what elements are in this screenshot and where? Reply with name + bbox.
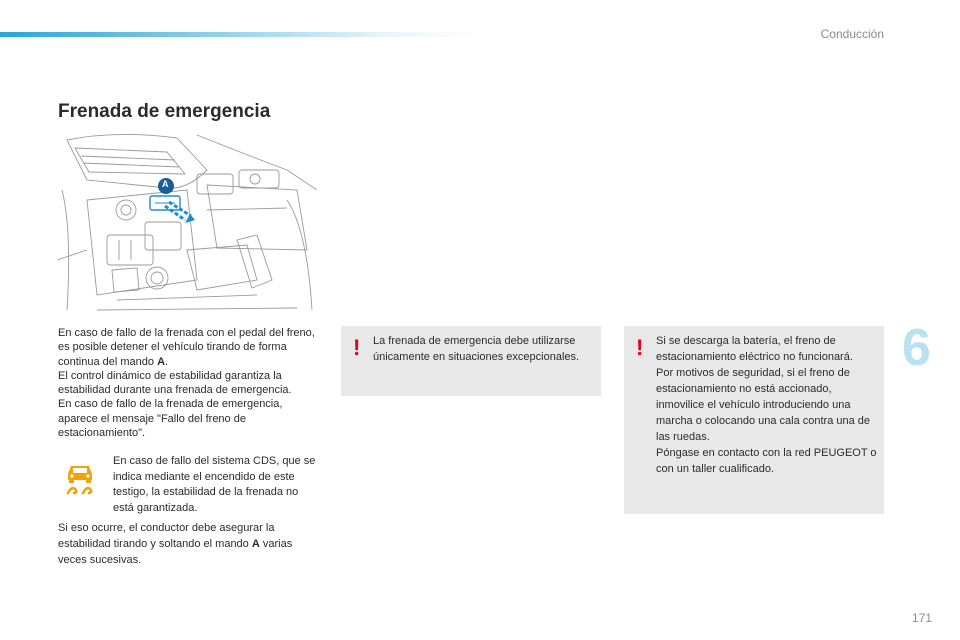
section-name: Conducción: [820, 27, 884, 41]
console-illustration: [57, 130, 319, 316]
follow-text-end: varias veces sucesivas.: [58, 538, 293, 566]
note-battery-p2: Por motivos de seguridad, si el freno de estacionamiento no está accionado, inmovilice el vehículo introduciendo una marcha o colocando una cala contra una de las ruedas.: [656, 367, 871, 443]
note-text-emergency: La frenada de emergencia debe utilizarse únicamente en situaciones excepcionales.: [373, 335, 580, 363]
cds-text: En caso de fallo del sistema CDS, que se indica mediante el encendido de este testigo, la estabilidad de la frenada no está garantizada.: [113, 455, 316, 514]
note-battery-p3: Póngase en contacto con la red PEUGEOT o con un taller cualificado.: [656, 447, 877, 475]
note-box-emergency: [341, 326, 601, 396]
note-box-battery: [624, 326, 884, 514]
illustration-callout-a: A: [162, 179, 169, 189]
stability-warning-graphic: [62, 460, 98, 496]
chapter-number: 6: [902, 319, 931, 377]
page-number: 171: [912, 611, 933, 625]
follow-text: [58, 520, 318, 568]
main-text-p1-bold: A: [157, 355, 166, 368]
exclamation-icon: !: [636, 335, 644, 360]
note-text-battery: [656, 333, 881, 477]
main-text: [58, 326, 323, 440]
note-battery-p1: Si se descarga la batería, el freno de estacionamiento eléctrico no funcionará.: [656, 335, 853, 363]
main-text-p3: En caso de fallo de la frenada de emergencia, aparece el mensaje "Fallo del freno de estacionamiento".: [58, 398, 283, 440]
follow-text-main: Si eso ocurre, el conductor debe asegurar la estabilidad tirando y soltando el mando: [58, 522, 275, 550]
main-text-p1-end: .: [165, 355, 169, 368]
console-drawing: [57, 130, 319, 316]
main-text-p1: En caso de fallo de la frenada con el pedal del freno, es posible detener el vehículo tirando de forma continua del mando: [58, 327, 315, 368]
exclamation-icon: !: [353, 335, 361, 360]
page-title: Frenada de emergencia: [58, 101, 271, 122]
stability-warning-icon: [62, 460, 98, 496]
follow-text-bold: A: [251, 538, 260, 550]
main-text-p2: El control dinámico de estabilidad garantiza la estabilidad durante una frenada de emergencia.: [58, 369, 292, 397]
header-accent-bar: [0, 32, 480, 37]
